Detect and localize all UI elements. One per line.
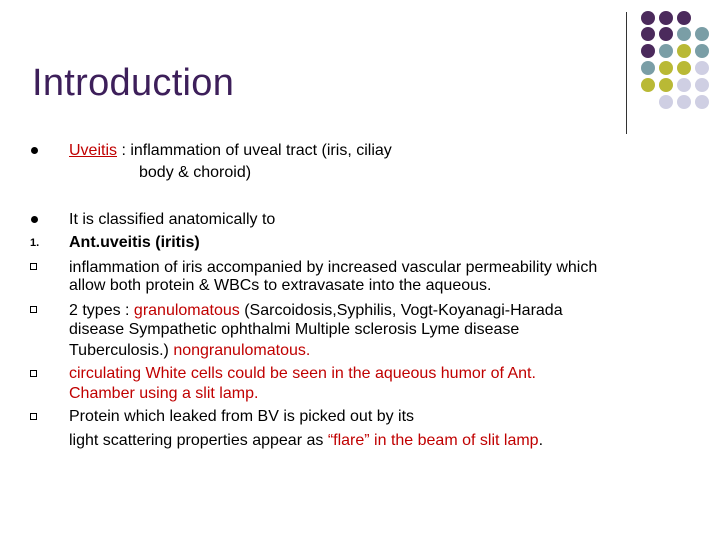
checkbox-bullet-icon — [30, 263, 37, 270]
decorative-dot — [677, 78, 691, 92]
uveitis-definition-continued: body & choroid) — [139, 164, 252, 181]
decorative-dot — [677, 61, 691, 75]
decorative-dot — [695, 61, 709, 75]
decorative-dot — [659, 44, 673, 58]
sub-item-4-line-b — [69, 431, 543, 451]
sub-item-4-line-a: Protein which leaked from BV is picked out by its — [69, 408, 415, 425]
uveitis-definition: : inflammation of uveal tract (iris, ciliay — [117, 142, 392, 159]
decorative-dot — [641, 44, 655, 58]
decorative-dot — [677, 11, 691, 25]
end-period: . — [538, 432, 544, 449]
flare-term: “flare” in the beam of slit lamp — [327, 432, 539, 449]
divider-line — [626, 12, 627, 134]
decorative-dot — [677, 44, 691, 58]
uveitis-definition-line — [69, 141, 392, 161]
sub-item-1-line-a: inflammation of iris accompanied by increased vascular permeability which — [69, 259, 598, 276]
granulomatous-term: granulomatous — [133, 302, 240, 319]
decorative-dot — [641, 11, 655, 25]
nongranulomatous-term: nongranulomatous. — [173, 342, 311, 359]
decorative-dot — [659, 11, 673, 25]
sub-item-3-line-a: circulating White cells could be seen in the aqueous humor of Ant. — [69, 365, 536, 382]
decorative-dot — [641, 78, 655, 92]
uveitis-term: Uveitis — [69, 142, 118, 159]
ant-uveitis-heading: Ant.uveitis (iritis) — [69, 234, 200, 251]
decorative-dot — [695, 78, 709, 92]
decorative-dot — [641, 27, 655, 41]
light-scattering-text: light scattering properties appear as — [69, 432, 328, 449]
item-number: 1. — [30, 237, 40, 249]
decorative-dot — [659, 78, 673, 92]
decorative-dot — [659, 95, 673, 109]
decorative-dot — [641, 61, 655, 75]
slide-title: Introduction — [32, 62, 235, 104]
decorative-dot — [695, 27, 709, 41]
types-prefix: 2 types : — [69, 302, 134, 319]
sub-item-2-line-c — [69, 341, 310, 361]
checkbox-bullet-icon — [30, 370, 37, 377]
checkbox-bullet-icon — [30, 413, 37, 420]
sub-item-2-line-a — [69, 301, 563, 321]
causes-end: Tuberculosis.) — [69, 342, 174, 359]
sub-item-3-line-b: Chamber using a slit lamp. — [69, 385, 259, 402]
decorative-dot — [659, 27, 673, 41]
bullet-disc-icon — [31, 216, 38, 223]
decorative-dot — [659, 61, 673, 75]
decorative-dot — [677, 27, 691, 41]
checkbox-bullet-icon — [30, 306, 37, 313]
decorative-dot — [677, 95, 691, 109]
bullet-disc-icon — [31, 147, 38, 154]
decorative-dot — [695, 95, 709, 109]
granulomatous-causes: (Sarcoidosis,Syphilis, Vogt-Koyanagi-Harada — [239, 302, 563, 319]
sub-item-1-line-b: allow both protein & WBCs to extravasate into the aqueous. — [69, 277, 492, 294]
decorative-dot — [695, 44, 709, 58]
classification-text: It is classified anatomically to — [69, 211, 276, 228]
sub-item-2-line-b: disease Sympathetic ophthalmi Multiple sclerosis Lyme disease — [69, 321, 520, 338]
